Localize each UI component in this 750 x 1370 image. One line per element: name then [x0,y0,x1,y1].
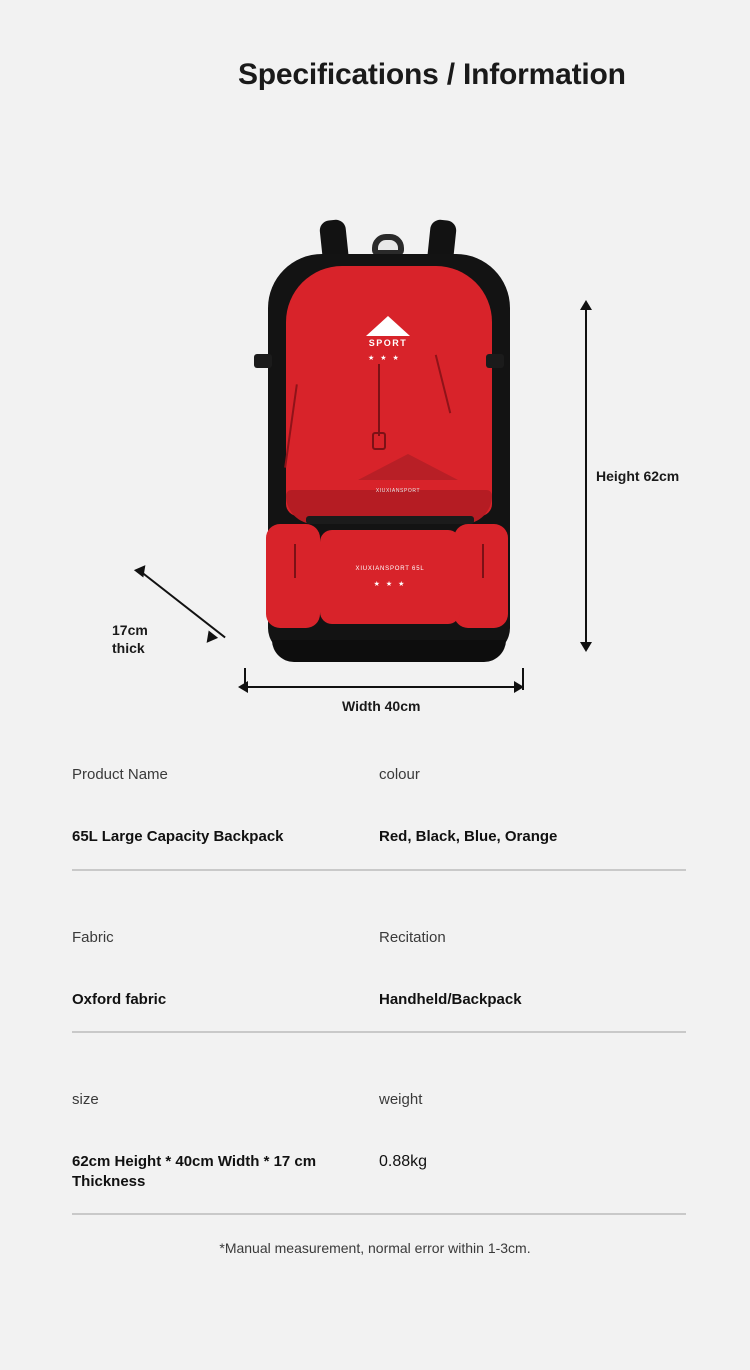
thickness-label-line1: 17cm [112,622,148,638]
chevron-text: XIUXIANSPORT [375,488,421,494]
spec-block-2 [72,929,686,1034]
spec-value-cell-fabric [72,990,379,1010]
lower-band-text: XIUXIANSPORT 65L [355,566,425,572]
height-arrow-down-icon [580,642,592,652]
compression-strap [306,516,474,524]
width-dimension-line [244,686,524,688]
spec-value-fabric: Oxford fabric [72,990,167,1008]
spec-value-cell-recitation [379,990,686,1010]
measurement-footnote: *Manual measurement, normal error within 1-3cm. [219,1240,531,1256]
zipper-pull-icon [372,432,386,450]
spec-value-size: 62cm Height * 40cm Width * 17 cm Thickness [72,1153,317,1190]
spec-block-1 [72,766,686,871]
page-title: Specifications / Information [238,58,626,91]
height-arrow-up-icon [580,300,592,310]
spec-value-cell-colour [379,827,686,847]
spec-keys-row-2 [72,929,686,990]
mountain-icon [366,316,410,336]
spec-key-weight: weight [379,1091,423,1108]
spec-values-row-3 [72,1152,686,1191]
spec-value-recitation: Handheld/Backpack [379,990,522,1008]
side-pocket-left [266,524,320,628]
spec-value-product-name: 65L Large Capacity Backpack [72,828,284,845]
spec-value-colour: Red, Black, Blue, Orange [379,828,558,845]
spec-divider-1 [72,869,686,871]
spec-key-cell-product-name [72,766,379,827]
spec-key-cell-fabric [72,929,379,990]
thickness-arrow-end-icon [202,630,218,646]
spec-key-size: size [72,1091,99,1108]
height-label: Height 62cm [596,468,680,484]
brand-logo-text: SPORT [368,338,408,348]
lid-stars: ★ ★ ★ [368,355,401,362]
side-pocket-zipper-left [294,544,296,578]
product-illustration [0,190,750,730]
spec-keys-row-1 [72,766,686,827]
spec-values-row-1 [72,827,686,847]
side-pocket-right [454,524,508,628]
spec-key-cell-weight [379,1091,686,1152]
buckle-right [486,354,504,368]
thickness-label [112,622,148,657]
backpack-graphic [246,204,530,664]
lower-stars: ★ ★ ★ [373,581,407,588]
height-dimension-line [585,308,587,650]
width-label: Width 40cm [342,698,421,714]
spec-key-recitation: Recitation [379,928,446,946]
chevron-print [358,454,458,480]
spec-value-weight: 0.88kg [379,1153,428,1170]
width-arrow-right-icon [514,681,524,693]
spec-key-cell-size [72,1091,379,1152]
spec-value-cell-weight [379,1152,686,1191]
spec-divider-3 [72,1213,686,1215]
side-pocket-zipper-right [482,544,484,578]
specification-table [72,766,686,1215]
spec-key-cell-colour [379,766,686,827]
brand-logo [342,316,434,348]
spec-key-colour: colour [379,766,420,783]
width-arrow-left-icon [238,681,248,693]
spec-divider-2 [72,1031,686,1033]
buckle-left [254,354,272,368]
spec-key-cell-recitation [379,929,686,990]
spec-block-3 [72,1091,686,1215]
thickness-label-line2: thick [112,639,145,656]
spec-gap-2 [72,1033,686,1091]
thickness-dimension-line [139,570,225,638]
spec-keys-row-3 [72,1091,686,1152]
spec-values-row-2 [72,990,686,1010]
spec-key-fabric: Fabric [72,928,114,946]
spec-value-cell-product-name [72,827,379,847]
front-lower-pocket [320,530,460,624]
front-zipper [378,364,380,436]
haul-handle [372,234,404,256]
spec-key-product-name: Product Name [72,766,168,783]
spec-gap-1 [72,871,686,929]
spec-value-cell-size [72,1152,379,1191]
